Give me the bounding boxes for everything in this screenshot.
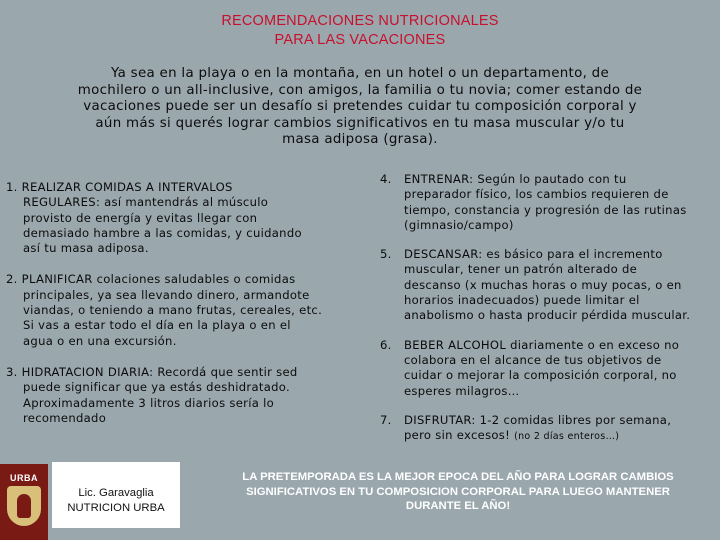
recommendation-item-1 — [6, 180, 352, 256]
item-number: 1. — [6, 180, 18, 194]
item-text: DESCANSAR: es básico para el incremento — [404, 247, 663, 262]
item-text: preparador físico, los cambios requieren de — [404, 187, 669, 202]
recommendation-item-7 — [380, 413, 716, 445]
closing-line: LA PRETEMPORADA ES LA MEJOR EPOCA DEL AÑO PARA LOGRAR CAMBIOS — [242, 471, 674, 483]
intro-paragraph — [30, 66, 690, 149]
item-text: viandas, o teniendo a mano frutas, cereales, etc. — [23, 303, 323, 318]
item-text: puede significar que ya estás deshidratado. — [23, 380, 290, 395]
item-text: HIDRATACION DIARIA: Recordá que sentir sed — [21, 364, 298, 379]
item-text: agua o en una excursión. — [23, 333, 177, 348]
item-text: REGULARES: así mantendrás al músculo — [23, 195, 269, 210]
title-line-2: PARA LAS VACACIONES — [274, 32, 446, 48]
item-text: pero sin excesos! — [404, 428, 511, 443]
recommendation-item-5 — [380, 247, 716, 323]
author-credit — [52, 462, 180, 528]
item-number: 7. — [380, 412, 392, 427]
recommendation-item-6 — [380, 338, 716, 399]
item-text: ENTRENAR: Según lo pautado con tu — [404, 172, 627, 186]
closing-line: SIGNIFICATIVOS EN TU COMPOSICION CORPORAL PARA LUEGO MANTENER — [246, 485, 670, 498]
item-text: horarios inadecuados) puede limitar el — [404, 293, 640, 308]
item-text: tiempo, constancia y progresión de las rutinas — [404, 202, 687, 217]
recommendations-right-column — [380, 172, 716, 458]
closing-message — [196, 470, 720, 514]
item-text: provisto de energía y evitas llegar con — [23, 210, 258, 225]
item-text: BEBER ALCOHOL diariamente o en exceso no — [404, 337, 680, 352]
logo-text: URBA — [10, 473, 38, 483]
item-text: Si vas a estar todo el día en la playa o en el — [23, 318, 291, 333]
item-number: 6. — [380, 337, 392, 352]
item-text: PLANIFICAR colaciones saludables o comidas — [21, 272, 296, 287]
item-number: 2. — [6, 272, 18, 287]
item-text: DISFRUTAR: 1-2 comidas libres por semana, — [404, 412, 672, 427]
title-line-1: RECOMENDACIONES NUTRICIONALES — [221, 13, 499, 29]
page-title — [0, 12, 720, 50]
intro-line: Ya sea en la playa o en la montaña, en un hotel o un departamento, de — [110, 66, 610, 81]
item-text: esperes milagros… — [404, 383, 520, 398]
item-number: 4. — [380, 172, 392, 186]
recommendation-item-4 — [380, 172, 716, 233]
recommendations-left-column — [6, 180, 352, 442]
item-number: 3. — [6, 364, 18, 379]
item-text: demasiado hambre a las comidas, y cuidando — [23, 225, 302, 240]
item-text: colabora en el alcance de tus objetivos de — [404, 352, 662, 367]
author-name: Lic. Garavaglia — [78, 487, 154, 499]
item-number: 5. — [380, 247, 392, 262]
recommendation-item-2 — [6, 272, 352, 348]
item-text: Aproximadamente 3 litros diarios sería lo — [23, 395, 275, 410]
item-text: muscular, tener un patrón alterado de — [404, 262, 638, 277]
item-text: (gimnasio/campo) — [404, 217, 514, 232]
intro-line: masa adiposa (grasa). — [282, 132, 438, 147]
item-text: descanso (x muchas horas o muy pocas, o en — [404, 277, 682, 292]
item-text: anabolismo o hasta producir pérdida muscular. — [404, 308, 691, 323]
item-note: (no 2 días enteros…) — [514, 431, 620, 443]
intro-line: mochilero o un all-inclusive, con amigos, la familia o tu novia; comer estando de — [77, 82, 643, 98]
recommendation-item-3 — [6, 365, 352, 426]
item-text: REALIZAR COMIDAS A INTERVALOS — [21, 180, 233, 194]
item-text: recomendado — [23, 410, 107, 425]
intro-line: aún más si querés lograr cambios significativos en tu masa muscular y/o tu — [95, 115, 625, 131]
rugby-player-icon — [17, 494, 31, 518]
intro-line: vacaciones puede ser un desafío si pretendes cuidar tu composición corporal y — [83, 99, 637, 114]
urba-logo — [0, 464, 48, 540]
closing-line: DURANTE EL AÑO! — [405, 500, 511, 512]
item-text: cuidar o mejorar la composición corporal, no — [404, 368, 677, 383]
item-text: principales, ya sea llevando dinero, armandote — [23, 287, 310, 302]
author-department: NUTRICION URBA — [67, 501, 165, 514]
item-text: así tu masa adiposa. — [23, 241, 149, 256]
